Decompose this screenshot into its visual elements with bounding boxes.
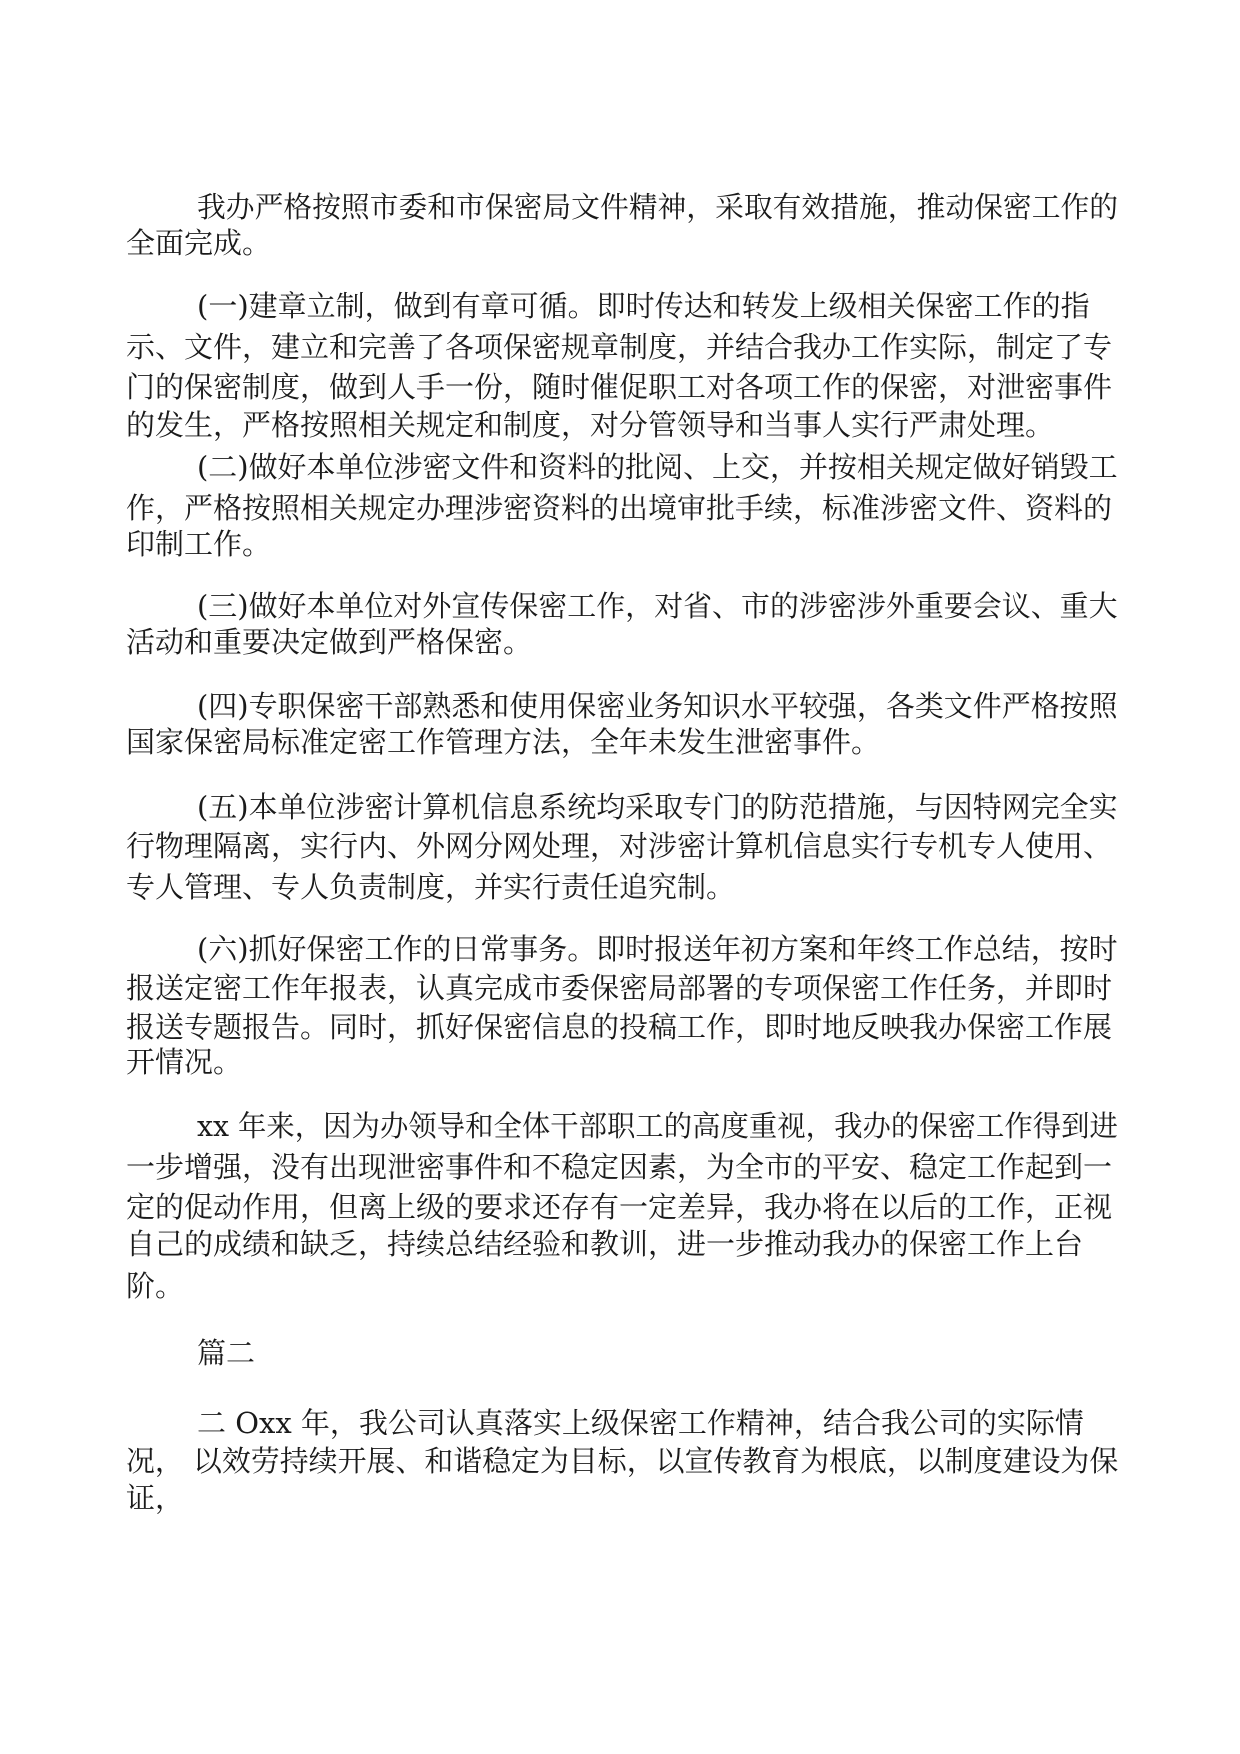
paragraph-2-line-4: 的发生，严格按照相关规定和制度，对分管领导和当事人实行严肃处理。	[126, 408, 1055, 442]
section-heading: 篇二	[197, 1336, 256, 1370]
paragraph-7-line-2: 报送定密工作年报表，认真完成市委保密局部署的专项保密工作任务，并即时	[126, 971, 1113, 1005]
paragraph-1-line-1: 我办严格按照市委和市保密局文件精神，采取有效措施，推动保密工作的	[197, 190, 1119, 224]
paragraph-7-line-1: (六)抓好保密工作的日常事务。即时报送年初方案和年终工作总结，按时	[197, 932, 1118, 966]
paragraph-10-line-2: 况， 以效劳持续开展、和谐稳定为目标，以宣传教育为根底，以制度建设为保	[126, 1444, 1119, 1478]
paragraph-5-line-1: (四)专职保密干部熟悉和使用保密业务知识水平较强，各类文件严格按照	[197, 689, 1118, 723]
paragraph-10-line-1: 二 Oxx 年，我公司认真落实上级保密工作精神，结合我公司的实际情	[197, 1406, 1084, 1440]
paragraph-4-line-2: 活动和重要决定做到严格保密。	[126, 625, 533, 659]
paragraph-8-line-5: 阶。	[126, 1269, 185, 1303]
paragraph-3-line-1: (二)做好本单位涉密文件和资料的批阅、上交，并按相关规定做好销毁工	[197, 450, 1118, 484]
paragraph-4-line-1: (三)做好本单位对外宣传保密工作，对省、市的涉密涉外重要会议、重大	[197, 589, 1118, 623]
paragraph-2-line-2: 示、文件，建立和完善了各项保密规章制度，并结合我办工作实际，制定了专	[126, 330, 1113, 364]
paragraph-2-line-3: 门的保密制度，做到人手一份，随时催促职工对各项工作的保密，对泄密事件	[126, 370, 1113, 404]
paragraph-6-line-3: 专人管理、专人负责制度，并实行责任追究制。	[126, 870, 736, 904]
paragraph-6-line-2: 行物理隔离，实行内、外网分网处理，对涉密计算机信息实行专机专人使用、	[126, 829, 1113, 863]
paragraph-7-line-3: 报送专题报告。同时，抓好保密信息的投稿工作，即时地反映我办保密工作展	[126, 1010, 1113, 1044]
paragraph-8-line-1: xx 年来，因为办领导和全体干部职工的高度重视，我办的保密工作得到进	[197, 1109, 1118, 1143]
paragraph-8-line-2: 一步增强，没有出现泄密事件和不稳定因素，为全市的平安、稳定工作起到一	[126, 1150, 1113, 1184]
paragraph-8-line-4: 自己的成绩和缺乏，持续总结经验和教训，进一步推动我办的保密工作上台	[126, 1227, 1084, 1261]
paragraph-2-line-1: (一)建章立制，做到有章可循。即时传达和转发上级相关保密工作的指	[197, 289, 1090, 323]
paragraph-1-line-2: 全面完成。	[126, 226, 272, 260]
paragraph-10-line-3: 证，	[126, 1481, 185, 1515]
paragraph-7-line-4: 开情况。	[126, 1045, 243, 1079]
paragraph-6-line-1: (五)本单位涉密计算机信息系统均采取专门的防范措施，与因特网完全实	[197, 790, 1118, 824]
paragraph-3-line-3: 印制工作。	[126, 527, 272, 561]
paragraph-8-line-3: 定的促动作用，但离上级的要求还存有一定差异，我办将在以后的工作，正视	[126, 1190, 1113, 1224]
paragraph-5-line-2: 国家保密局标准定密工作管理方法，全年未发生泄密事件。	[126, 725, 881, 759]
paragraph-3-line-2: 作，严格按照相关规定办理涉密资料的出境审批手续，标准涉密文件、资料的	[126, 491, 1113, 525]
